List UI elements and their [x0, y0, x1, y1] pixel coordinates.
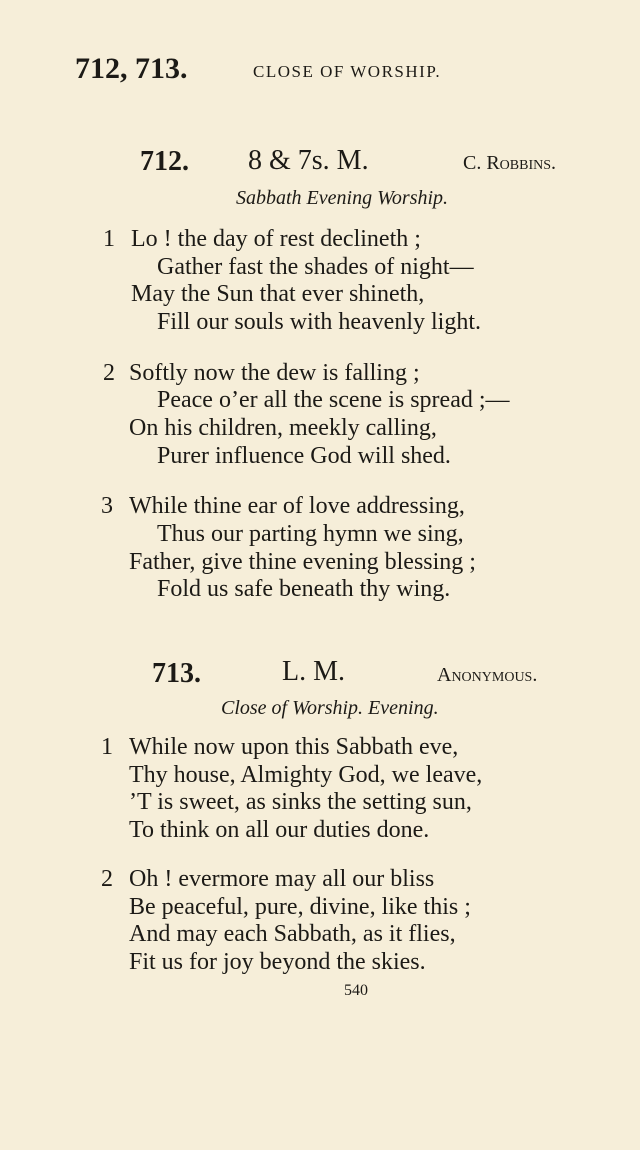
verse-line: Be peaceful, pure, divine, like this ; — [129, 894, 471, 920]
verse-line: Oh ! evermore may all our bliss — [129, 866, 435, 892]
hymn-712-author: C. Robbins. — [463, 152, 557, 174]
stanza-number: 2 — [103, 360, 115, 386]
verse-line: Peace o’er all the scene is spread ;— — [157, 387, 510, 413]
verse-line: Purer influence God will shed. — [157, 443, 451, 469]
verse-line: Father, give thine evening blessing ; — [129, 549, 476, 575]
verse-line: Softly now the dew is falling ; — [129, 360, 420, 386]
verse-line: Lo ! the day of rest declineth ; — [131, 226, 421, 252]
verse-line: Gather fast the shades of night— — [157, 254, 474, 280]
verse-line: May the Sun that ever shineth, — [131, 281, 425, 307]
verse-line: ’T is sweet, as sinks the setting sun, — [129, 789, 472, 815]
verse-line: Fill our souls with heavenly light. — [157, 309, 481, 335]
running-head-title: CLOSE OF WORSHIP. — [253, 62, 442, 81]
verse-line: And may each Sabbath, as it flies, — [129, 921, 456, 947]
verse-line: Fold us safe beneath thy wing. — [157, 576, 451, 602]
stanza-number: 1 — [101, 734, 113, 760]
page-number: 540 — [344, 982, 368, 999]
verse-line: To think on all our duties done. — [129, 817, 430, 843]
stanza-number: 1 — [103, 226, 115, 252]
verse-line: On his children, meekly calling, — [129, 415, 437, 441]
stanza-number: 2 — [101, 866, 113, 892]
hymn-712-subtitle: Sabbath Evening Worship. — [236, 187, 449, 209]
hymn-713-subtitle: Close of Worship. Evening. — [221, 697, 439, 719]
hymn-712-meter: 8 & 7s. M. — [248, 145, 369, 176]
hymn-713-author: Anonymous. — [437, 664, 538, 686]
stanza-number: 3 — [101, 493, 113, 519]
verse-line: While thine ear of love addressing, — [129, 493, 465, 519]
verse-line: Thy house, Almighty God, we leave, — [129, 762, 483, 788]
hymn-713-meter: L. M. — [282, 656, 345, 687]
verse-line: Thus our parting hymn we sing, — [157, 521, 464, 547]
verse-line: Fit us for joy beyond the skies. — [129, 949, 426, 975]
verse-line: While now upon this Sabbath eve, — [129, 734, 459, 760]
hymn-712-number: 712. — [140, 146, 189, 177]
running-head-numbers: 712, 713. — [75, 52, 188, 85]
hymn-713-number: 713. — [152, 658, 201, 689]
